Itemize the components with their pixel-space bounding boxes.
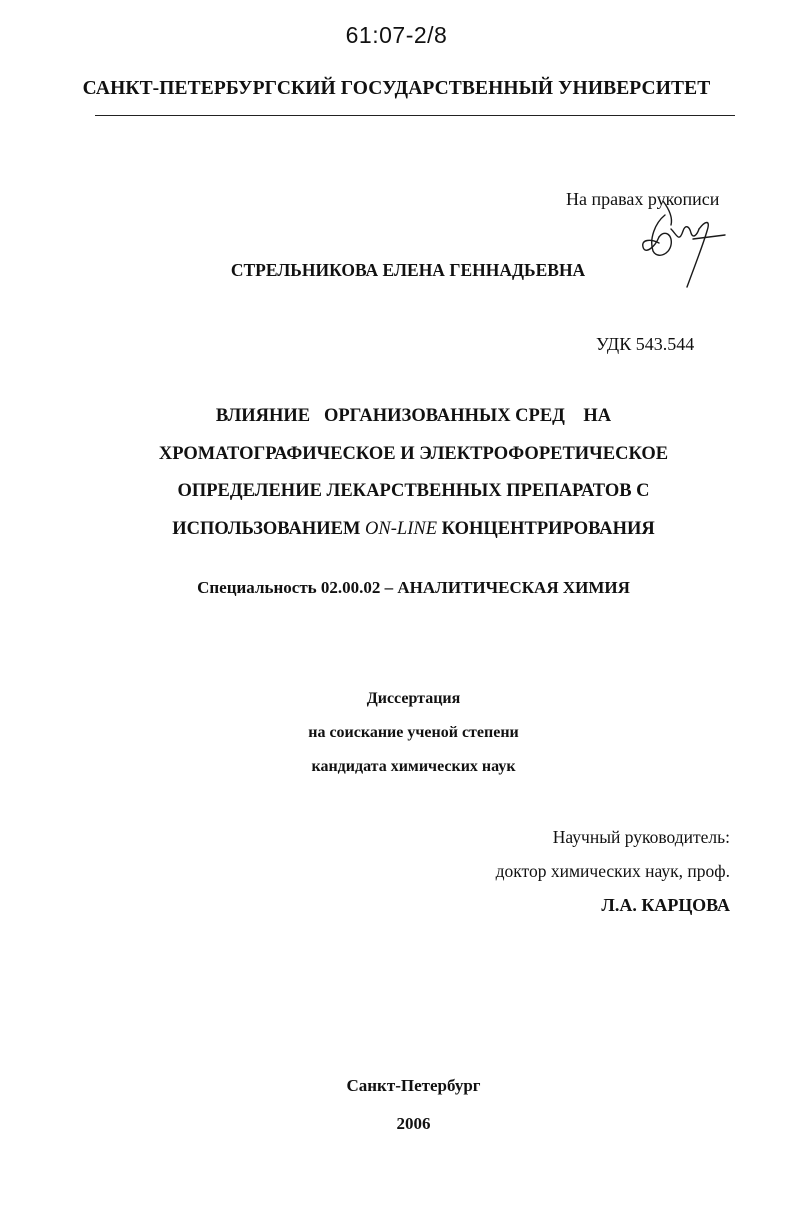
title-line-3: ОПРЕДЕЛЕНИЕ ЛЕКАРСТВЕННЫХ ПРЕПАРАТОВ С bbox=[177, 481, 650, 501]
specialty-line: Специальность 02.00.02 – АНАЛИТИЧЕСКАЯ ХИМИЯ bbox=[197, 578, 630, 597]
title-line-4-prefix: ИСПОЛЬЗОВАНИЕМ bbox=[172, 518, 366, 539]
dissertation-line-2: на соискание ученой степени bbox=[308, 724, 519, 741]
title-line-1: ВЛИЯНИЕ ОРГАНИЗОВАННЫХ СРЕД НА bbox=[215, 406, 612, 426]
university-name: САНКТ-ПЕТЕРБУРГСКИЙ ГОСУДАРСТВЕННЫЙ УНИВЕРСИТЕТ bbox=[82, 78, 711, 99]
title-line-4-italic: ON-LINE bbox=[365, 518, 437, 539]
supervisor-block bbox=[496, 820, 730, 922]
header-divider bbox=[95, 115, 735, 116]
author-name: СТРЕЛЬНИКОВА ЕЛЕНА ГЕННАДЬЕВНА bbox=[230, 260, 586, 280]
supervisor-name: Л.А. КАРЦОВА bbox=[601, 895, 730, 915]
rights-note: На правах рукописи bbox=[566, 189, 720, 209]
year: 2006 bbox=[396, 1114, 431, 1133]
dissertation-type bbox=[0, 682, 793, 784]
supervisor-degree: доктор химических наук, проф. bbox=[495, 861, 730, 881]
title-line-4-suffix: КОНЦЕНТРИРОВАНИЯ bbox=[437, 518, 655, 539]
dissertation-line-1: Диссертация bbox=[366, 690, 461, 707]
archive-code: 61:07-2/8 bbox=[345, 22, 448, 48]
dissertation-title bbox=[0, 398, 793, 548]
title-line-4 bbox=[0, 511, 793, 549]
supervisor-label: Научный руководитель: bbox=[552, 827, 730, 847]
footer-block bbox=[0, 1067, 793, 1143]
title-line-2: ХРОМАТОГРАФИЧЕСКОЕ И ЭЛЕКТРОФОРЕТИЧЕСКОЕ bbox=[158, 443, 669, 464]
udc-code: УДК 543.544 bbox=[596, 334, 695, 354]
city: Санкт-Петербург bbox=[346, 1076, 481, 1095]
dissertation-line-3: кандидата химических наук bbox=[311, 758, 516, 775]
